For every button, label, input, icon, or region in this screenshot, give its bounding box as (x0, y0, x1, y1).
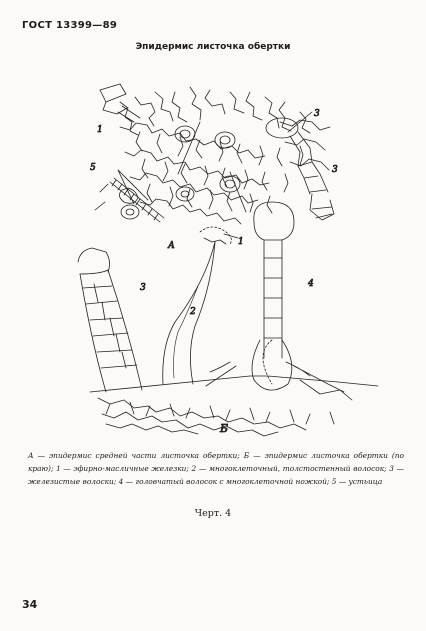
glandular-hair-top-left (100, 84, 140, 122)
label-1-lower: 1 (238, 237, 244, 247)
epidermis-network-a (120, 87, 330, 224)
hatched-stoma-structure (95, 178, 164, 222)
label-3-lower: 3 (140, 283, 146, 293)
figure-caption: Черт. 4 (194, 508, 232, 519)
glandular-hair-3 (78, 248, 142, 392)
label-a: А (168, 241, 175, 251)
label-b: Б (220, 422, 229, 435)
label-1-upper: 1 (97, 125, 103, 135)
epidermis-drawing (50, 62, 410, 437)
label-3-right: 3 (332, 165, 338, 175)
glandular-hair-top-right (266, 118, 334, 220)
leader-lines (118, 112, 312, 238)
figure-title: Эпидермис листочка обертки (135, 42, 291, 52)
capitate-hair-4 (252, 202, 294, 390)
label-4: 4 (308, 279, 314, 289)
thick-walled-hair-2 (163, 242, 215, 384)
epidermis-network-b (90, 362, 378, 436)
page-number: 34 (22, 598, 38, 611)
standard-header: ГОСТ 13399—89 (22, 20, 118, 31)
figure-legend: А — эпидермис средней части листочка обертки; Б — эпидермис листочка обертки (по краю); 1 — эфирно-масличные железки; 2 — многоклеточный, толстостенный волосок; 3 — железистые волоски; 4 — головчатый волосок с многоклеточной ножкой; 5 — устьица (28, 451, 404, 486)
label-5: 5 (90, 163, 96, 173)
label-3-upper: 3 (314, 109, 320, 119)
label-2: 2 (190, 307, 196, 317)
essential-oil-gland (200, 227, 231, 244)
